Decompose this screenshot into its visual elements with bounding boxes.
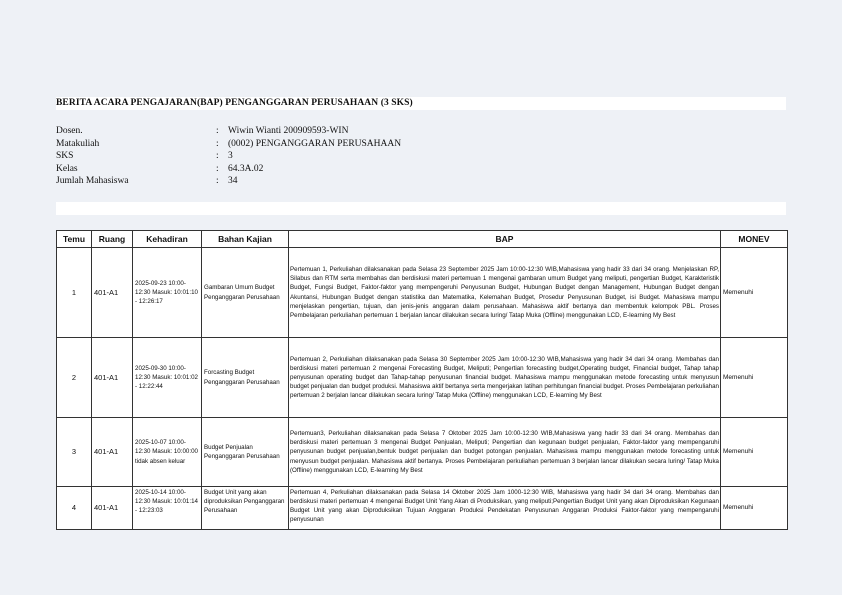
info-value: 3 xyxy=(228,151,233,162)
separator-bar xyxy=(56,202,786,215)
info-value: 64.3A.02 xyxy=(228,163,264,174)
table-header-row xyxy=(57,231,788,248)
cell-bap xyxy=(289,487,721,530)
cell-ruang: 401-A1 xyxy=(92,418,133,487)
cell-bahan-kajian: Budget Unit yang akan diproduksikan Penganggaran Perusahaan xyxy=(202,487,289,530)
bap-text: Pertemuan 4, Perkuliahan dilaksanakan pada Selasa 14 Oktober 2025 Jam 1000-12:30 WIB, Mahasiswa yang hadir 34 dari 34 orang. Membahas dan berdiskusi materi pertemuan 4 mengenai Budget Unit Yang Akan di Produksikan, yang meliputi;Pengertian Budget Unit yang akan Diproduksikan Kegunaan Budget Unit yang akan Diproduksikan Tujuan Anggaran Produksi Pendekatan Penyusunan Anggaran Produksi Faktor-faktor yang mempengaruhi penyusunan xyxy=(290,489,719,524)
info-label: Matakuliah xyxy=(56,138,100,149)
info-label: Kelas xyxy=(56,163,78,174)
cell-temu: 4 xyxy=(57,487,92,530)
info-row-jumlah-mahasiswa xyxy=(56,175,401,188)
info-colon: : xyxy=(216,176,219,187)
cell-monev: Memenuhi xyxy=(721,338,788,418)
bap-table xyxy=(56,230,788,530)
header-kehadiran: Kehadiran xyxy=(133,231,202,248)
table-row xyxy=(57,338,788,418)
info-label: Dosen. xyxy=(56,126,83,136)
cell-kehadiran: 2025-09-30 10:00-12:30 Masuk: 10:01:02 - 12:22:44 xyxy=(133,338,202,418)
info-colon: : xyxy=(216,151,219,162)
cell-bahan-kajian: Budget Penjualan Penganggaran Perusahaan xyxy=(202,418,289,487)
table-row xyxy=(57,487,788,530)
info-value: Wiwin Wianti 200909593-WIN xyxy=(228,126,349,136)
course-info xyxy=(56,125,401,188)
info-row-kelas xyxy=(56,163,401,176)
cell-monev: Memenuhi xyxy=(721,418,788,487)
info-row-matakuliah xyxy=(56,138,401,151)
cell-temu: 3 xyxy=(57,418,92,487)
header-bahan-kajian: Bahan Kajian xyxy=(202,231,289,248)
info-label: SKS xyxy=(56,151,74,162)
cell-ruang: 401-A1 xyxy=(92,248,133,338)
cell-kehadiran: 2025-09-23 10:00-12:30 Masuk: 10:01:10 - 12:26:17 xyxy=(133,248,202,338)
info-label: Jumlah Mahasiswa xyxy=(56,176,129,187)
info-value: 34 xyxy=(228,176,238,187)
cell-bap: Pertemuan 2, Perkuliahan dilaksanakan pada Selasa 30 September 2025 Jam 10:00-12:30 WIB,Mahasiswa yang hadir 34 dari 34 orang. Membahas dan berdiskusi materi pertemuan 2 mengenai Forecasting Budget, Meliputi; Pengertian forecasting budget,Operating budget, Financial budget, Tahap tahap penyusunan operating budget dan Tahap-tahap penyusunan financial budget. Mahasiswa mampu menggunakan metode forecasting untuk menyusun budget penjualan dan budget produksi. Mahasiswa aktif bertanya serta mengerjakan latihan perhitungan financial budget. Proses Pembelajaran perkuliahan pertemuan 2 berjalan lancar dilakukan secara luring/ Tatap Muka (Offline) menggunakan LCD, E-learning My Best xyxy=(289,338,721,418)
cell-ruang: 401-A1 xyxy=(92,338,133,418)
cell-monev: Memenuhi xyxy=(721,487,788,530)
cell-kehadiran: 2025-10-07 10:00-12:30 Masuk: 10:00:00 tidak absen keluar xyxy=(133,418,202,487)
info-colon: : xyxy=(216,138,219,149)
info-value: (0002) PENGANGGARAN PERUSAHAAN xyxy=(228,138,402,149)
document-title: BERITA ACARA PENGAJARAN(BAP) PENGANGGARAN PERUSAHAAN (3 SKS) xyxy=(56,98,413,108)
header-ruang: Ruang xyxy=(92,231,133,248)
cell-ruang: 401-A1 xyxy=(92,487,133,530)
cell-bahan-kajian: Forcasting Budget Penganggaran Perusahaan xyxy=(202,338,289,418)
cell-monev: Memenuhi xyxy=(721,248,788,338)
cell-bahan-kajian: Gambaran Umum Budget Penganggaran Perusahaan xyxy=(202,248,289,338)
cell-kehadiran: 2025-10-14 10:00-12:30 Masuk: 10:01:14 - 12:23:03 xyxy=(133,487,202,530)
cell-temu: 2 xyxy=(57,338,92,418)
header-monev: MONEV xyxy=(721,231,788,248)
cell-bap: Pertemuan 1, Perkuliahan dilaksanakan pada Selasa 23 September 2025 Jam 10:00-12:30 WIB,Mahasiswa yang hadir 33 dari 34 orang. Menjelaskan RP, Silabus dan RTM serta membahas dan berdiskusi materi pertemuan 1 mengenai gambaran umum Budget yang meliputi, pengertian Budget, Karakteristik Budget, Fungsi Budget, Faktor-faktor yang mempengeruhi Penyusunan Budget, Hubungan Budget dengan Management, Hubungan Budget dengan Akuntansi, Hubungan Budget dengan statistika dan Matematika, Kelemahan Budget, Prosedur Penyusunan Budget, isi Budget. Mahasiswa mampu menjelaskan pengertian, tujuan, dan jenis-jenis anggaran dalam perusahaan. Mahasiswa aktif bertanya dan membentuk kelompok PBL. Proses Pembelajaran perkuliahan pertemuan 1 berjalan lancar dilakukan secara luring/ Tatap Muka (Offline) menggunakan LCD, E-learning My Best xyxy=(289,248,721,338)
table-row xyxy=(57,248,788,338)
info-colon: : xyxy=(216,163,219,174)
info-colon: : xyxy=(216,126,219,136)
header-bap: BAP xyxy=(289,231,721,248)
table-row xyxy=(57,418,788,487)
header-temu: Temu xyxy=(57,231,92,248)
cell-bap: Pertemuan3, Perkuliahan dilaksanakan pada Selasa 7 Oktober 2025 Jam 10:00-12:30 WIB,Mahasiswa yang hadir 33 dari 34 orang. Membahas dan berdiskusi materi pertemuan 3 mengenai Budget Penjualan, Meliputi; Pengertian dan kegunaan budget penjualan, Faktor-faktor yang mempengaruhi penyusunan budget penjualan,bentuk budget penjualan dan budget potongan penjualan. Mahasiswa mampu menggunakan metode forecasting untuk menyusun budget penjualan. Mahasiswa aktif bertanya. Proses Pembelajaran perkuliahan pertemuan 3 berjalan lancar dilakukan secara luring/ Tatap Muka (Offline) menggunakan LCD, E-learning My Best xyxy=(289,418,721,487)
info-row-sks xyxy=(56,150,401,163)
cell-temu: 1 xyxy=(57,248,92,338)
info-row-dosen xyxy=(56,125,401,138)
